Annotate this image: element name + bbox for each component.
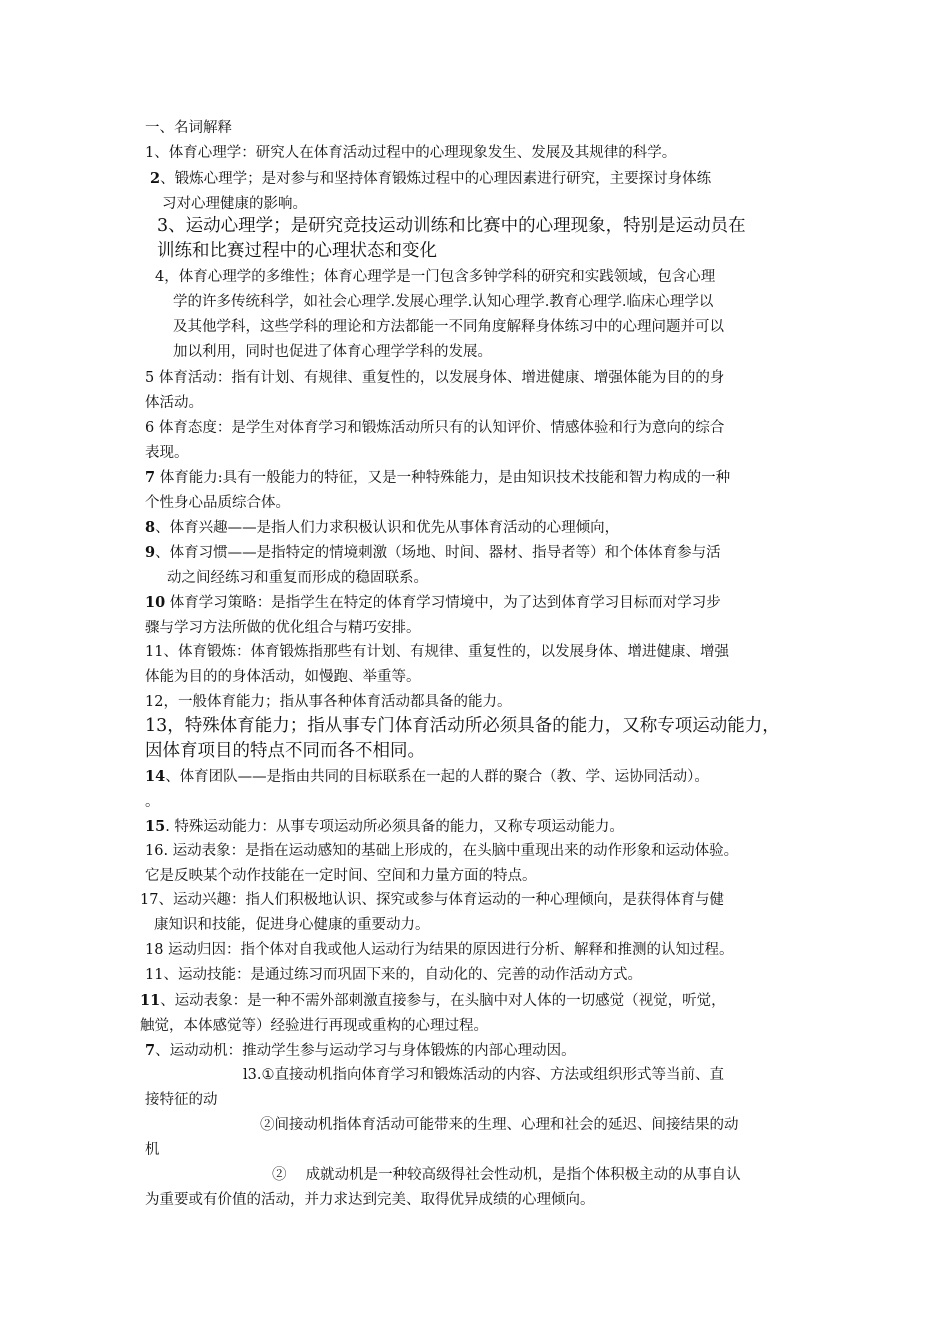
term-2-number: 2 — [150, 170, 161, 187]
term-4-line-2: 学的许多传统科学，如社会心理学.发展心理学.认知心理学.教育心理学.临床心理学以 — [173, 294, 714, 310]
motivation-direct-line-2: 接特征的动 — [145, 1092, 218, 1108]
motivation-indirect — [145, 1113, 810, 1163]
motivation-achievement-line-2: 为重要或有价值的活动，并力求达到完美、取得优异成绩的心理倾向。 — [145, 1192, 595, 1208]
term-7-line-1: 体育能力:具有一般能力的特征，又是一种特殊能力，是由知识技术技能和智力构成的一种 — [155, 470, 731, 486]
term-10-line-2: 骤与学习方法所做的优化组合与精巧安排。 — [145, 620, 421, 636]
term-13-line-1: 13，特殊体育能力；指从事专门体育活动所必须具备的能力，又称专项运动能力， — [145, 716, 780, 736]
term-12: 12，一般体育能力；指从事各种体育活动都具备的能力。 — [145, 694, 512, 710]
motivation-indirect-line-2: 机 — [145, 1142, 160, 1158]
term-16-line-2: 它是反映某个动作技能在一定时间、空间和力量方面的特点。 — [145, 868, 537, 884]
term-15-number: 15 — [145, 818, 166, 835]
term-motivation — [145, 1038, 810, 1064]
motivation-indirect-line-1: ②间接动机指体育活动可能带来的生理、心理和社会的延迟、间接结果的动 — [260, 1117, 739, 1133]
term-motor-skill: 11、运动技能：是通过练习而巩固下来的，自动化的、完善的动作活动方式。 — [145, 967, 642, 983]
term-5-line-2: 体活动。 — [145, 395, 203, 411]
term-17 — [140, 888, 810, 938]
term-2 — [150, 166, 810, 217]
term-motor-imagery — [140, 988, 810, 1039]
term-9-line-2: 动之间经练习和重复而形成的稳固联系。 — [167, 570, 428, 586]
term-14-line-2: 。 — [145, 794, 160, 810]
term-4-line-3: 及其他学科，这些学科的理论和方法都能一不同角度解释身体练习中的心理问题并可以 — [173, 319, 724, 335]
term-18: 18 运动归因：指个体对自我或他人运动行为结果的原因进行分析、解释和推测的认知过程。 — [145, 942, 734, 958]
term-7-number: 7 — [145, 469, 156, 486]
term-5-line-1: 5 体育活动：指有计划、有规律、重复性的，以发展身体、增进健康、增强体能为目的的身 — [145, 370, 725, 386]
term-13 — [145, 714, 815, 764]
motivation-achievement-line-1: ② 成就动机是一种较高级得社会性动机，是指个体积极主动的从事自认 — [272, 1167, 741, 1183]
term-motor-imagery-line-1: 、运动表象：是一种不需外部刺激直接参与，在头脑中对人体的一切感觉（视觉，听觉， — [160, 993, 726, 1009]
term-16-line-1: 16. 运动表象：是指在运动感知的基础上形成的，在头脑中重现出来的动作形象和运动体验。 — [145, 843, 739, 859]
term-11-line-1: 11、体育锻炼：体育锻炼指那些有计划、有规律、重复性的，以发展身体、增进健康、增强 — [145, 644, 729, 660]
term-10-number: 10 — [145, 594, 166, 611]
term-14 — [145, 764, 810, 815]
term-5 — [145, 366, 810, 416]
term-16 — [145, 839, 810, 889]
motivation-direct-line-1: l3.①直接动机指向体育学习和锻炼活动的内容、方法或组织形式等当前、直 — [243, 1067, 724, 1083]
term-15 — [145, 814, 810, 840]
term-3 — [157, 214, 812, 264]
term-9-line-1: 、体育习惯——是指特定的情境刺激（场地、时间、器材、指导者等）和个体体育参与活 — [155, 545, 721, 561]
term-3-line-1: 3、运动心理学；是研究竞技运动训练和比赛中的心理现象，特别是运动员在 — [157, 216, 746, 236]
term-17-line-1: 17、运动兴趣：指人们积极地认识、探究或参与体育运动的一种心理倾向，是获得体育与健 — [140, 892, 724, 908]
term-motivation-line-1: 、运动动机：推动学生参与运动学习与身体锻炼的内部心理动因。 — [155, 1043, 576, 1059]
term-6-line-1: 6 体育态度：是学生对体育学习和锻炼活动所只有的认知评价、情感体验和行为意向的综合 — [145, 420, 725, 436]
term-motor-imagery-line-2: 触觉，本体感觉等）经验进行再现或重构的心理过程。 — [140, 1018, 488, 1034]
term-4 — [155, 265, 810, 365]
motivation-direct — [145, 1063, 810, 1113]
term-4-line-1: 4，体育心理学的多维性；体育心理学是一门包含多钟学科的研究和实践领域，包含心理 — [155, 269, 716, 285]
term-motor-imagery-number: 11 — [140, 992, 161, 1009]
term-11-line-2: 体能为目的的身体活动，如慢跑、举重等。 — [145, 669, 421, 685]
section-heading: 一、名词解释 — [145, 120, 232, 136]
term-1: 1、体育心理学：研究人在体育活动过程中的心理现象发生、发展及其规律的科学。 — [145, 145, 677, 161]
term-14-number: 14 — [145, 768, 166, 785]
term-13-line-2: 因体育项目的特点不同而各不相同。 — [145, 741, 425, 761]
motivation-achievement — [145, 1163, 810, 1213]
term-8-number: 8 — [145, 519, 156, 536]
term-14-line-1: 、体育团队——是指由共同的目标联系在一起的人群的聚合（教、学、运协同活动）。 — [165, 769, 709, 785]
term-9-number: 9 — [145, 544, 156, 561]
term-11 — [145, 640, 810, 690]
term-17-line-2: 康知识和技能，促进身心健康的重要动力。 — [154, 917, 430, 933]
term-2-line-1: 、锻炼心理学；是对参与和坚持体育锻炼过程中的心理因素进行研究，主要探讨身体练 — [160, 171, 712, 187]
term-7-line-2: 个性身心品质综合体。 — [145, 495, 290, 511]
term-15-line-1: . 特殊运动能力：从事专项运动所必须具备的能力，又称专项运动能力。 — [165, 819, 624, 835]
term-10 — [145, 590, 810, 641]
term-10-line-1: 体育学习策略：是指学生在特定的体育学习情境中，为了达到体育学习目标而对学习步 — [165, 595, 721, 611]
term-7 — [145, 465, 810, 516]
term-6 — [145, 416, 810, 466]
term-4-line-4: 加以利用，同时也促进了体育心理学学科的发展。 — [173, 344, 492, 360]
term-2-line-2: 习对心理健康的影响。 — [162, 196, 307, 212]
term-9 — [145, 540, 810, 591]
term-motivation-number: 7 — [145, 1042, 156, 1059]
term-6-line-2: 表现。 — [145, 445, 189, 461]
term-8-line-1: 、体育兴趣——是指人们力求积极认识和优先从事体育活动的心理倾向， — [155, 520, 620, 536]
term-8 — [145, 515, 810, 541]
term-3-line-2: 训练和比赛过程中的心理状态和变化 — [157, 241, 437, 261]
